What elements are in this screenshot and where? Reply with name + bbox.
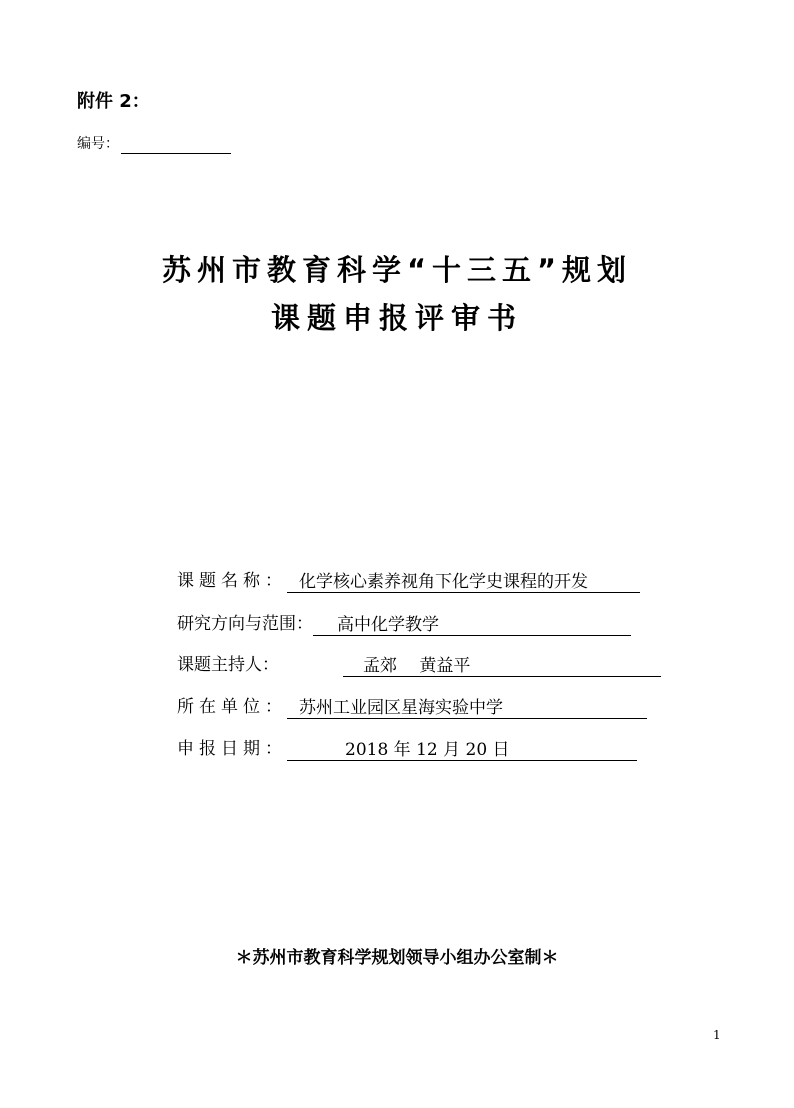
field-research-scope [177,612,631,636]
document-title-line-2: 课题申报评审书 [270,301,523,335]
field-application-date [177,737,637,761]
field-project-host-value[interactable]: 孟郊 黄益平 [343,655,661,677]
document-number-label: 编号： [77,136,119,152]
field-organization-label: 所在单位： [177,697,287,717]
document-number-row [77,134,231,154]
field-research-scope-label: 研究方向与范围： [177,614,313,634]
field-research-scope-value[interactable]: 高中化学教学 [313,614,631,636]
field-application-date-label: 申报日期： [177,739,287,759]
document-number-field[interactable] [121,137,231,154]
field-organization-value[interactable]: 苏州工业园区星海实验中学 [287,697,647,719]
field-project-name-label: 课题名称： [177,571,287,591]
field-project-host-label: 课题主持人： [177,655,279,675]
attachment-label: 附件 2： [77,91,150,112]
issuer-footer: ＊苏州市教育科学规划领导小组办公室制＊ [235,948,559,968]
field-project-name-value[interactable]: 化学核心素养视角下化学史课程的开发 [287,571,640,593]
field-project-host [177,653,661,677]
page-number: 1 [713,1028,721,1042]
document-title-line-1: 苏州市教育科学“十三五”规划 [161,253,633,287]
field-application-date-value[interactable]: 2018 年 12 月 20 日 [287,739,637,761]
field-project-name [177,569,640,593]
field-organization [177,695,647,719]
